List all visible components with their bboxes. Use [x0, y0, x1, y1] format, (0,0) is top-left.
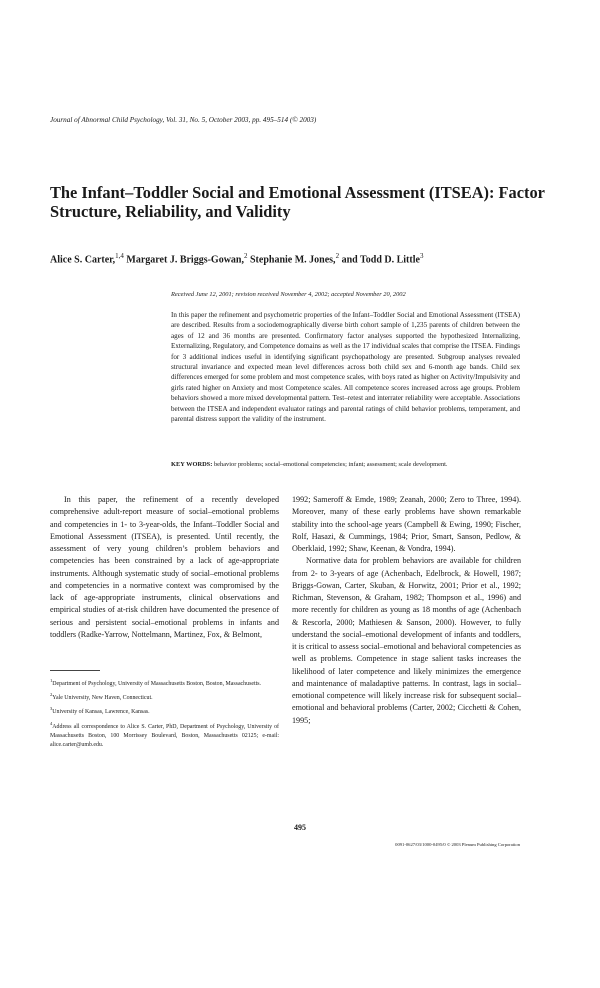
footnote-text: Department of Psychology, University of Massachusetts Boston, Boston, Massachusetts. — [52, 680, 262, 687]
footnote-text: Yale University, New Haven, Connecticut. — [52, 695, 153, 702]
keywords — [171, 460, 531, 469]
footnote-number: 1 — [50, 678, 53, 683]
body-paragraph: In this paper, the refinement of a recently developed comprehensive adult-report measure of social–emotional problems and competencies in 1- to 3-year-olds, the Infant–Toddler Social and Emotional Assessment (ITSEA), is presented. Until recently, the assessment of very young children’s problem behaviors and competencies has been constrained by a lack of age-appropriate instruments. Although systematic study of social–emotional problems and competencies in a normative context was compromised by the lack of age-appropriate instruments, clinical observations and empirical studies of at-risk children have documented the presence of serious and persistent social–emotional problems in infants and toddlers (Radke-Yarrow, Nottelmann, Martinez, Fox, & Belmont, — [50, 495, 279, 639]
author-affiliation-marker: 3 — [419, 252, 424, 260]
footnote-number: 3 — [50, 706, 53, 712]
author-list — [50, 252, 560, 265]
body-paragraph: Normative data for problem behaviors are available for children from 2- to 3-years of age (Achenbach, Edelbrock, & Howell, 1987; Briggs-Gowan, Carter, Skuban, & Horwitz, 2001; Prior et al., 1992; Richman, Stevenson, & Graham, 1982; Thompson et al., 1996) and more recently for children as young as 18 months of age (Achenbach & Rescorla, 2000; Mathiesen & Sanson, 2000). However, to fully understand the social–emotional development of infants and toddlers, it is critical to assess social–emotional and behavioral competencies as well as problems. Competence in stage salient tasks increases the likelihood of later competence and likely minimizes the emergence and maintenance of maladaptive patterns. In contrast, lags in social–emotional competence will likely increase risk for subsequent social–emotional and behavioral problems (Carter, 2002; Cicchetti & Cohen, 1995; — [292, 556, 521, 725]
footnotes — [50, 676, 279, 751]
footnote — [50, 690, 279, 703]
footnote — [50, 704, 279, 717]
author-name: Stephanie M. Jones, — [250, 254, 336, 266]
footnote-number: 2 — [50, 692, 53, 698]
abstract: In this paper the refinement and psychometric properties of the Infant–Toddler Social and Emotional Assessment (ITSEA) are described. Results from a sociodemographically diverse birth cohort sample of 1,235 parents of children between the ages of 12 and 36 months are presented. Confirmatory factor analyses supported the hypothesized Internalizing, Externalizing, Regulatory, and Competence domains as well as the 17 individual scales that comprise the ITSEA. Findings for 3 additional indices useful in identifying significant psychopathology are presented. Subgroup analyses revealed structural invariance and expected mean level differences across both child sex and 6-month age bands. Child sex differences emerged for some problem and most competence scales, with boys rated as higher on Activity/Impulsivity and girls rated higher on Anxiety and most Competence scales. All competence scores increased across age groups. Problem behaviors showed a more mixed developmental pattern. Test–retest and interrater reliability were acceptable. Associations between the ITSEA and independent evaluator ratings and parental ratings of child behavior problems, temperament, and parental distress support the validity of the instrument. — [171, 311, 520, 424]
author-name: Alice S. Carter, — [50, 254, 116, 266]
footnote-text: University of Kansas, Lawrence, Kansas. — [52, 709, 150, 716]
article-title: The Infant–Toddler Social and Emotional Assessment (ITSEA): Factor Structure, Reliability, and Validity — [50, 183, 545, 221]
body-column-right — [292, 494, 521, 727]
received-dates: Received June 12, 2001; revision received November 4, 2002; accepted November 20, 2002 — [171, 291, 406, 298]
footnote — [50, 719, 279, 751]
copyright-line: 0091-0627/03/1000-0495/0 © 2003 Plenum Publishing Corporation — [395, 842, 520, 847]
body-paragraph: 1992; Sameroff & Emde, 1989; Zeanah, 2000; Zero to Three, 1994). Moreover, many of these early problems have shown remarkable stability into the school-age years (Campbell & Ewing, 1990; Fischer, Rolf, Hasazi, & Cummings, 1984; Prior, Smart, Sanson, Pedlow, & Oberklaid, 1992; Shaw, Keenan, & Vondra, 1994). — [292, 495, 521, 553]
footnote — [50, 676, 279, 689]
footnote-number: 4 — [50, 720, 53, 726]
footnote-text: Address all correspondence to Alice S. Carter, PhD, Department of Psychology, University of Massachusetts Boston, 100 Morrissey Boulevard, Boston, Massachusetts 02125; e-mail: alice.carter@umb.edu. — [50, 723, 279, 748]
footnote-divider — [50, 670, 100, 671]
keywords-label: KEY WORDS: — [171, 461, 213, 468]
author-affiliation-marker: 2 — [244, 252, 248, 260]
author-affiliation-marker: 1,4 — [115, 252, 124, 260]
author-affiliation-marker: 2 — [335, 252, 340, 260]
author-name: and Todd D. Little — [341, 254, 420, 266]
keywords-text: behavior problems; social–emotional competencies; infant; assessment; scale development. — [213, 461, 448, 468]
page-number: 495 — [294, 823, 306, 832]
body-column-left — [50, 494, 279, 641]
journal-citation: Journal of Abnormal Child Psychology, Vol. 31, No. 5, October 2003, pp. 495–514 (© 2003) — [50, 116, 317, 124]
author-name: Margaret J. Briggs-Gowan, — [126, 254, 244, 266]
